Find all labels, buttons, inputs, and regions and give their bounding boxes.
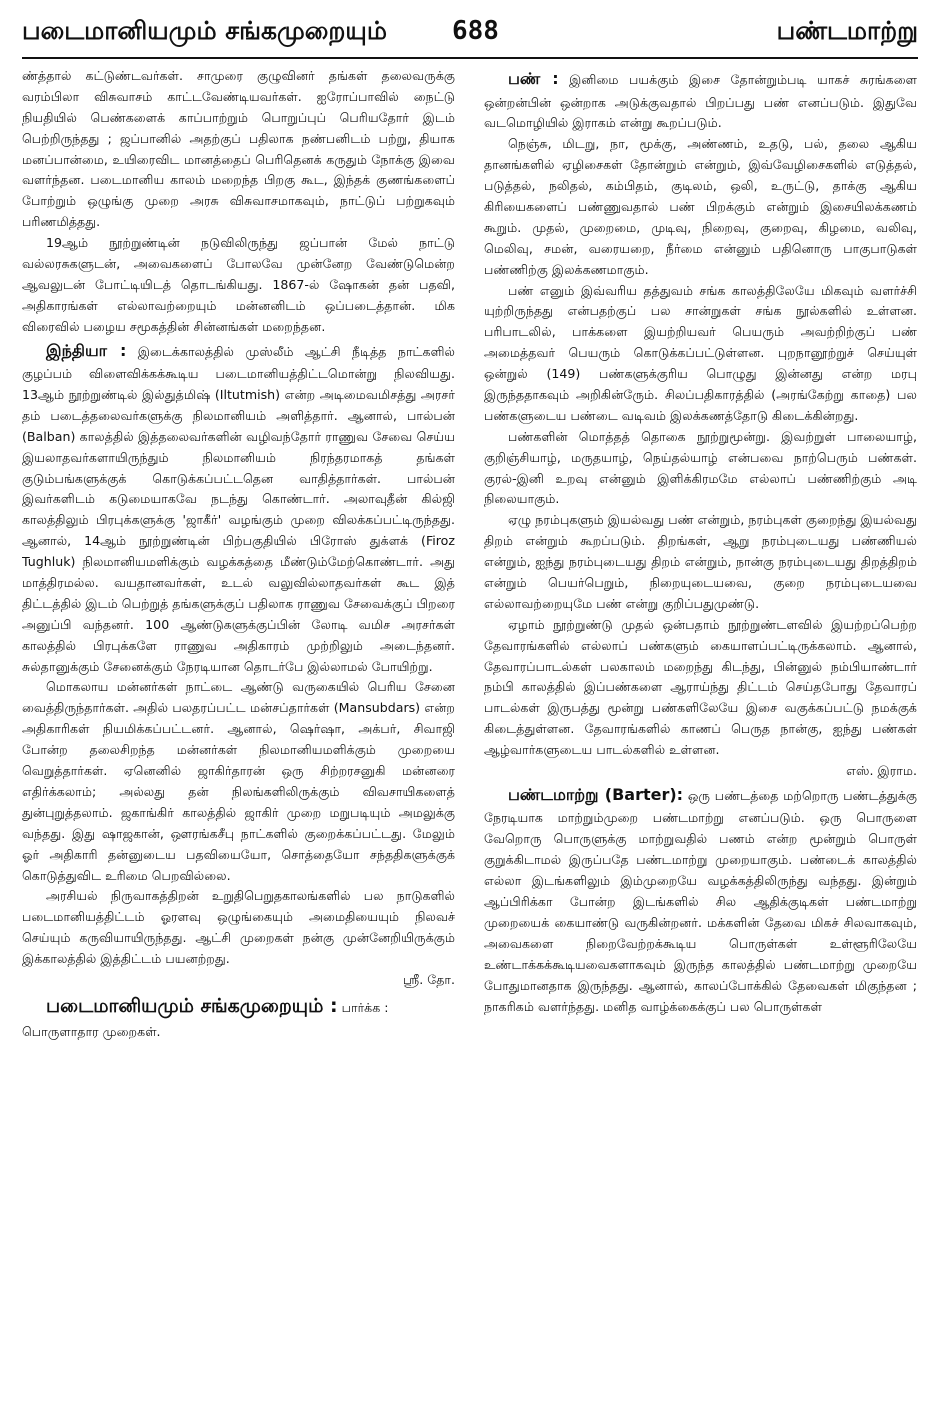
header-divider — [22, 57, 918, 59]
entry-term: பண் : — [508, 69, 559, 88]
paragraph: ண்த்தால் கட்டுண்டவர்கள். சாமுரை குழுவினர் தங்கள் தலைவருக்கு வரம்பிலா விசுவாசம் காட்டவேண்டியவர்கள். ஐரோப்பாவில் நைட்டு நியதியில் பெண்களைக் காப்பாற்றும் பொறுப்புப் பெரியதோர் இடம் பெற்றிருந்தது ; ஜப்பானில் அதற்குப் பதிலாக நண்பனிடம் பற்று, தியாக மனப்பான்மை, உயிரைவிட மானத்தைப் பெரிதெனக் கருதும் நோக்கு இவை வளர்ந்தன. படைமானிய காலம் மறைந்த பிறகு கூட, இந்தக் குணங்களைப் போற்றும் ஒழுங்கு முறை அரசு விசுவாசமாகவும், நாட்டுப் பற்றுகவும் பரிணமித்தது. — [22, 68, 455, 230]
entry-text: இனிமை பயக்கும் இசை தோன்றும்படி யாகச் சுரங்களை ஒன்றன்பின் ஒன்றாக அடுக்குவதால் பிறப்பது பண் எனப்படும். இதுவே வடமொழியில் இராகம் என்று கூறப்படும். — [484, 72, 917, 131]
xref-see-label: பார்க்க : — [341, 999, 389, 1015]
cross-reference — [22, 991, 455, 1043]
entry-pann — [484, 66, 917, 134]
paragraph: பண் எனும் இவ்வரிய தத்துவம் சங்க காலத்திலேயே மிகவும் வளர்ச்சி யுற்றிருந்தது என்பதற்குப் பல சான்றுகள் சங்க நூல்களில் உள்ளன. பரிபாடலில், பாக்களை இயற்றியவர் பெயரும் அவற்றிற்குப் பண் அமைத்தவர் பெயரும் கொடுக்கப்பட்டுள்ளன. புறநானூற்றுச் செய்யுள் ஒன்றுல் (149) பண்களுக்குரிய பொழுது இன்னது என்ற மரபு இருந்ததாகவும் அறிகின்ருேம். சிலப்பதிகாரத்தில் (அரங்கேற்று காதை) பல பண்களுடைய பண்டை வடிவம் இலக்கணத்தோடு கிடைக்கின்றது. — [484, 282, 917, 423]
paragraph-text: அரசியல் நிருவாகத்திறன் உறுதிபெறுதகாலங்களில் பல நாடுகளில் படைமானியத்திட்டம் ஓரளவு ஒழுங்கையும் அமைதியையும் நிலவச் செய்யும் கருவியாயிருந்தது. ஆட்சி முறைகள் நன்கு முன்னேறியிருக்கும் இக்காலத்தில் இத்திட்டம் பயனற்றது. — [22, 888, 455, 967]
header-right-title: பண்டமாற்று — [776, 16, 918, 45]
entry-india — [22, 338, 455, 678]
page-number: 688 — [452, 16, 499, 46]
entry-term: இந்தியா : — [46, 340, 127, 360]
xref-target-link[interactable]: பொருளாதார முறைகள். — [22, 1024, 161, 1040]
author-signature: ஸ்ரீ. தோ. — [402, 971, 455, 987]
xref-term: படைமானியமும் சங்கமுறையும் : — [46, 994, 338, 1017]
paragraph — [22, 886, 455, 990]
entry-barter — [484, 782, 917, 1017]
paragraph-text: ஏழாம் நூற்றுண்டு முதல் ஒன்பதாம் நூற்றுண்டளவில் இயற்றப்பெற்ற தேவாரங்களில் எல்லாப் பண்களும் கையாளப்பட்டிருக்கலாம். ஆனால், தேவாரப்பாடல்கள் பலகாலம் மறைந்து கிடந்து, பின்னுல் நம்பியாண்டார் நம்பி காலத்தில் இப்பண்களை ஆராய்ந்து திட்டம் செய்தபோது தேவாரப் பாடல்கள் இருபத்து மூன்று பண்களிலேயே இசை வகுக்கப்பட்டு நமக்குக் கிடைத்துள்ளன. தேவாரங்களில் காணப் பெருத நான்கு, ஐந்து பண்கள் ஆழ்வார்களுடைய பாடல்களில் உள்ளன. — [484, 616, 917, 758]
left-column — [22, 66, 455, 1413]
paragraph: ஏழு நரம்புகளும் இயல்வது பண் என்றும், நரம்புகள் குறைந்து இயல்வது திறம் என்றும் கூறப்படும். திறங்கள், ஆறு நரம்புடையது பண்ணியல் என்றும், ஐந்து நரம்புடையது திறம் என்றும், நான்கு நரம்புடையது திறத்திறம் என்றும் பெயர்பெறும், நிறையுடையவை, குறை நரம்புடையவை எல்லாவற்றையுமே பண் என்று குறிப்பதுமுண்டு. — [484, 512, 917, 611]
paragraph: மொகலாய மன்னர்கள் நாட்டை ஆண்டு வருகையில் பெரிய சேனை வைத்திருந்தார்கள். அதில் பலதரப்பட்ட மன்சப்தார்கள் (Mansubdars) என்ற அதிகாரிகள் நியமிக்கப்பட்டனர். ஆனால், ஷெர்ஷா, அக்பர், சிவாஜி போன்ற தலைசிறந்த மன்னர்கள் நிலமானியமளிக்கும் முறையை வெறுத்தார்கள். ஏனெனில் ஜாகிர்தாரன் ஒரு சிற்றரசனுகி மன்னரை எதிர்க்கலாம்; அல்லது தன் நிலங்களிலிருக்கும் விவசாயிகளைத் துன்புறுத்தலாம். ஜகாங்கிர் காலத்தில் ஜாகிர் முறை மறுபடியும் அமலுக்கு வந்தது. இது ஷாஜகான், ஔரங்கசீபு நாட்களில் குறைக்கப்பட்டது. மேலும் ஓர் அதிகாரி தன்னுடைய பதவியையோ, சொத்தையோ சந்ததிகளுக்குக் கொடுத்துவிட உரிமை பெறவில்லை. — [22, 679, 455, 883]
entry-text: ஒரு பண்டத்தை மற்றொரு பண்டத்துக்கு நேரடியாக மாற்றும்முறை பண்டமாற்று எனப்படும். ஒரு பொருளை வேறொரு பொருளுக்கு மாற்றுவதில் பணம் என்ற மூன்றும் பொருள் குறுக்கிடாமல் இருப்பதே பண்டமாற்று முறையாகும். பண்டைக் காலத்தில் எல்லா இடங்களிலும் இம்முறையே வழக்கத்திலிருந்து வந்தது. இன்றும் ஆப்பிரிக்கா போன்ற இடங்களில் சில ஆதிக்குடிகள் பண்டமாற்று முறையைக் கையாண்டு வருகின்றனர். மக்களின் தேவை மிகச் சிலவாகவும், அவைகளை நிறைவேற்றக்கூடிய பொருள்கள் உள்ளூரிலேயே உண்டாக்கக்கூடியவைகளாகவும் இருந்த காலத்தில் பண்டமாற்று முறையே போதுமானதாக இருந்தது. ஆனால், காலப்போக்கில் தேவைகள் மிகுந்தன ; நாகரிகம் வளர்ந்தது. மனித வாழ்க்கைக்குப் பல பொருள்கள் — [484, 787, 917, 1014]
entry-term: பண்டமாற்று (Barter): — [508, 784, 684, 804]
entry-text: இடைக்காலத்தில் முஸ்லீம் ஆட்சி நீடித்த நாட்களில் குழப்பம் விளைவிக்கக்கூடிய படைமானியத்திட்டமொன்று நிலவியது. 13ஆம் நூற்றுண்டில் இல்துத்மிஷ் (Iltutmish) என்ற அடிமைவமிசத்து அரசர் தம் படைத்தலைவர்களுக்கு நிலமானியம் அளித்தார். ஆனால், பால்பன் (Balban) காலத்தில் இத்தலைவர்களின் வழிவந்தோர் ராணுவ சேவை செய்ய இயலாதவர்களாயிருந்தும் நிலமானியம் நிரந்தரமாகத் தங்கள் குடும்பங்களுக்குக் கொடுக்கப்பட்டதென வாதித்தார்கள். பால்பன் இவர்களிடம் கடுமையாகவே நடந்து கொண்டார். அலாவுதீன் கில்ஜி காலத்திலும் பிரபுக்களுக்கு 'ஜாகீர்' வழங்கும் முறை விலக்கப்பட்டிருந்தது. ஆனால், 14ஆம் நூற்றுண்டின் பிற்பகுதியில் பிரோஸ் துக்ளக் (Firoz Tughluk) நிலமானியமளிக்கும் வழக்கத்தை மீண்டும்மேற்கொண்டார். அது மாத்திரமல்ல. வயதானவர்கள், உடல் வலுவில்லாதவர்கள் கூட இத் திட்டத்தில் இடம் பெற்றுத் தங்களுக்குப் பதிலாக ராணுவ சேவைக்குப் பிறரை அனுப்பி வந்தனர். 100 ஆண்டுகளுக்குப்பின் லோடி வமிச அரசர்கள் காலத்தில் பிரபுக்களே ராணுவ அதிகாரம் முற்றிலும் அடைந்தனர். சுல்தானுக்கும் சேனைக்கும் நேரடியான தொடர்பே இல்லாமல் போயிற்று. — [22, 343, 455, 674]
paragraph: நெஞ்சு, மிடறு, நா, மூக்கு, அண்ணம், உதடு, பல், தலை ஆகிய தானங்களில் ஏழிசைகள் தோன்றும் என்றும், இவ்வேழிசைகளில் எடுத்தல், படுத்தல், நலிதல், கம்பிதம், குடிலம், ஒலி, உருட்டு, தாக்கு ஆகிய கிரியைகளைப் பண்ணுவதால் பண் பிறக்கும் என்றும் இசையிலக்கணம் கூறும். முதல், முறைமை, முடிவு, நிறைவு, குறைவு, கிழமை, வலிவு, மெலிவு, சமன், வரையறை, நீர்மை என்னும் பதினொரு பாகுபாடுகள் பண்ணிற்கு இலக்கணமாகும். — [484, 136, 917, 277]
paragraph: 19ஆம் நூற்றுண்டின் நடுவிலிருந்து ஜப்பான் மேல் நாட்டு வல்லரசுகளுடன், அவைகளைப் போலவே முன்னேற வேண்டுமென்ற ஆவலுடன் போட்டியிடத் தொடங்கியது. 1867-ல் ஷோகன் தன் பதவி, அதிகாரங்கள் எல்லாவற்றையும் மன்னனிடம் ஒப்படைத்தான். மிக விரைவில் பழைய சமூகத்தின் சின்னங்கள் மறைந்தன. — [22, 235, 455, 334]
page-header — [22, 16, 918, 56]
right-column — [484, 66, 917, 1413]
header-left-title: படைமானியமும் சங்கமுறையும் — [22, 16, 387, 45]
paragraph: பண்களின் மொத்தத் தொகை நூற்றுமூன்று. இவற்றுள் பாலையாழ், குறிஞ்சியாழ், மருதயாழ், நெய்தல்யாழ் என்பவை நாற்பெரும் பண்கள். குரல்-இனி உறவு என்னும் இளிக்கிரமமே எல்லாப் பண்ணிற்கும் அடி நிலையாகும். — [484, 428, 917, 507]
paragraph — [484, 615, 917, 782]
author-signature: எஸ். இராம. — [846, 763, 917, 779]
